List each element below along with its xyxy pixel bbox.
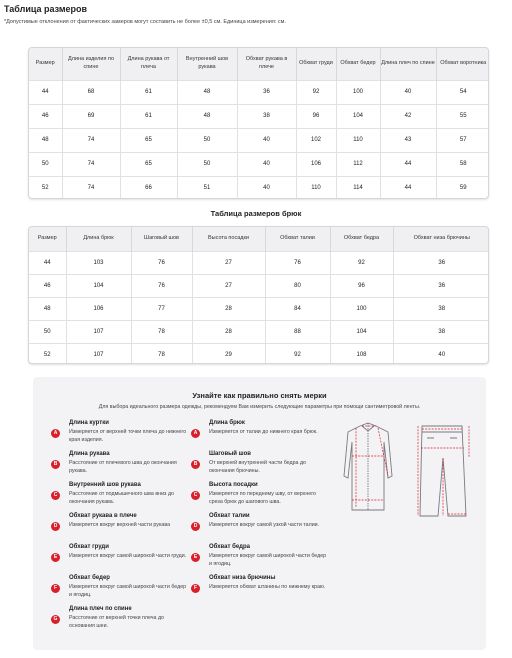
- table-cell: 96: [330, 274, 393, 297]
- table-cell: 76: [131, 251, 192, 274]
- jacket-size-table: [28, 47, 489, 199]
- pants-measure-lines: [418, 426, 469, 516]
- guide-item-name: Длина плеч по спине: [69, 606, 132, 612]
- pants-table-title: Таблица размеров брюк: [210, 209, 302, 218]
- guide-item-desc: Измеряется вокруг верхней части рукава: [69, 522, 171, 528]
- table-cell: 51: [177, 176, 237, 199]
- table-row: [29, 80, 489, 104]
- guide-item-desc: Измеряется от верхней точки плеча до нижнего края изделия.: [69, 429, 187, 443]
- guide-item-name: Обхват бедра: [209, 544, 250, 550]
- guide-item-desc: Измеряется вокруг самой широкой части груди.: [69, 553, 187, 559]
- table-cell: 92: [265, 343, 330, 364]
- guide-item-name: Внутренний шов рукава: [69, 482, 141, 488]
- table-cell: 27: [192, 274, 265, 297]
- table-row: [29, 251, 489, 274]
- table-cell: 77: [131, 297, 192, 320]
- table-cell: 110: [336, 128, 380, 152]
- guide-item-name: Длина куртки: [69, 420, 109, 426]
- table-cell: 80: [265, 274, 330, 297]
- jacket-table-body: [29, 80, 489, 199]
- badge-icon: E: [191, 553, 200, 562]
- table-cell: 36: [237, 80, 296, 104]
- table-cell: 61: [120, 80, 177, 104]
- table-cell: 92: [296, 80, 336, 104]
- table-row: [29, 343, 489, 364]
- table-cell: 112: [336, 152, 380, 176]
- badge-icon: A: [51, 429, 60, 438]
- jacket-header-row: [29, 48, 489, 80]
- table-cell: 96: [296, 104, 336, 128]
- badge-icon: G: [51, 615, 60, 624]
- table-cell: 42: [380, 104, 436, 128]
- table-cell: 88: [265, 320, 330, 343]
- column-header: Обхват груди: [296, 48, 336, 80]
- badge-icon: F: [51, 584, 60, 593]
- table-cell: 50: [29, 320, 66, 343]
- column-header: Обхват воротника: [436, 48, 489, 80]
- badge-icon: B: [51, 460, 60, 469]
- table-cell: 40: [237, 128, 296, 152]
- column-header: Обхват низа брючины: [393, 227, 489, 251]
- guide-item-desc: Расстояние от подмышечного шва вниз до окончания рукава.: [69, 491, 174, 505]
- guide-item-name: Обхват низа брючины: [209, 575, 276, 581]
- table-cell: 38: [393, 320, 489, 343]
- jacket-outline-icon: [344, 423, 392, 510]
- table-cell: 69: [62, 104, 120, 128]
- table-cell: 78: [131, 320, 192, 343]
- table-cell: 66: [120, 176, 177, 199]
- badge-icon: E: [51, 553, 60, 562]
- table-cell: 44: [380, 152, 436, 176]
- badge-icon: A: [191, 429, 200, 438]
- table-cell: 108: [330, 343, 393, 364]
- table-cell: 50: [177, 152, 237, 176]
- column-header: Обхват бедер: [336, 48, 380, 80]
- table-cell: 28: [192, 320, 265, 343]
- table-cell: 57: [436, 128, 489, 152]
- column-header: Внутренний шов рукава: [177, 48, 237, 80]
- badge-icon: D: [51, 522, 60, 531]
- table-cell: 38: [393, 297, 489, 320]
- table-cell: 55: [436, 104, 489, 128]
- badge-icon: C: [191, 491, 200, 500]
- badge-icon: C: [51, 491, 60, 500]
- guide-item-name: Шаговый шов: [209, 451, 251, 457]
- guide-item-desc: Измеряется вокруг самой узкой части талии.: [209, 522, 320, 528]
- table-cell: 68: [62, 80, 120, 104]
- table-cell: 107: [66, 320, 131, 343]
- table-cell: 48: [177, 80, 237, 104]
- table-cell: 76: [131, 274, 192, 297]
- column-header: Обхват рукава в плече: [237, 48, 296, 80]
- pants-header-row: [29, 227, 489, 251]
- table-cell: 29: [192, 343, 265, 364]
- table-cell: 48: [29, 128, 62, 152]
- table-row: [29, 297, 489, 320]
- table-cell: 40: [380, 80, 436, 104]
- table-cell: 110: [296, 176, 336, 199]
- table-cell: 103: [66, 251, 131, 274]
- table-cell: 92: [330, 251, 393, 274]
- table-row: [29, 320, 489, 343]
- table-cell: 74: [62, 128, 120, 152]
- table-cell: 38: [237, 104, 296, 128]
- guide-item-desc: Измеряется обхват штанины по нижнему краю.: [209, 584, 326, 590]
- column-header: Размер: [29, 227, 66, 251]
- pants-table-body: [29, 251, 489, 364]
- guide-item-name: Обхват рукава в плече: [69, 513, 137, 519]
- table-cell: 43: [380, 128, 436, 152]
- page-title: Таблица размеров: [4, 4, 88, 14]
- guide-item-name: Обхват талии: [209, 513, 250, 519]
- garment-diagram: [322, 418, 482, 528]
- column-header: Высота посадки: [192, 227, 265, 251]
- guide-item-name: Длина рукава: [69, 451, 110, 457]
- pants-size-table: [28, 226, 489, 364]
- table-cell: 59: [436, 176, 489, 199]
- column-header: Длина плеч по спине: [380, 48, 436, 80]
- table-cell: 40: [237, 152, 296, 176]
- measurement-guide-panel: [33, 377, 486, 650]
- table-cell: 40: [237, 176, 296, 199]
- badge-icon: D: [191, 522, 200, 531]
- guide-item-desc: Измеряется от талии до нижнего края брюк.: [209, 429, 318, 435]
- guide-item-desc: Измеряется вокруг самой широкой части бедер и ягодиц.: [209, 553, 327, 567]
- table-cell: 61: [120, 104, 177, 128]
- table-cell: 36: [393, 251, 489, 274]
- table-cell: 48: [177, 104, 237, 128]
- table-cell: 102: [296, 128, 336, 152]
- table-cell: 28: [192, 297, 265, 320]
- table-cell: 106: [66, 297, 131, 320]
- table-cell: 52: [29, 176, 62, 199]
- table-cell: 74: [62, 152, 120, 176]
- guide-item-desc: Расстояние от верхней точки плеча до основания шеи.: [69, 615, 164, 629]
- table-cell: 44: [29, 80, 62, 104]
- table-row: [29, 104, 489, 128]
- table-cell: 27: [192, 251, 265, 274]
- table-cell: 65: [120, 128, 177, 152]
- guide-item-desc: Измеряется вокруг самой широкой части бедер и ягодиц.: [69, 584, 187, 598]
- table-cell: 65: [120, 152, 177, 176]
- table-cell: 50: [29, 152, 62, 176]
- column-header: Размер: [29, 48, 62, 80]
- column-header: Длина брюк: [66, 227, 131, 251]
- guide-item-name: Высота посадки: [209, 482, 258, 488]
- jacket-measure-lines: [352, 426, 388, 508]
- table-row: [29, 128, 489, 152]
- table-cell: 78: [131, 343, 192, 364]
- guide-item-name: Длина брюк: [209, 420, 245, 426]
- table-cell: 104: [66, 274, 131, 297]
- table-cell: 100: [336, 80, 380, 104]
- table-cell: 50: [177, 128, 237, 152]
- table-row: [29, 152, 489, 176]
- guide-item-name: Обхват бедер: [69, 575, 110, 581]
- guide-item-desc: От верхней внутренней части бедра до окончания брючины.: [209, 460, 306, 474]
- table-cell: 114: [336, 176, 380, 199]
- guide-item-desc: Измеряется по переднему шву, от верхнего среза брюк до шагового шва.: [209, 491, 316, 505]
- badge-icon: F: [191, 584, 200, 593]
- table-cell: 44: [380, 176, 436, 199]
- table-cell: 104: [336, 104, 380, 128]
- measurement-note: *Допустимые отклонения от фактических замеров могут составить не более ±0,5 см. Единица измерения: см.: [4, 19, 286, 25]
- table-cell: 46: [29, 104, 62, 128]
- column-header: Длина изделия по спине: [62, 48, 120, 80]
- table-cell: 100: [330, 297, 393, 320]
- column-header: Длина рукава от плеча: [120, 48, 177, 80]
- table-cell: 74: [62, 176, 120, 199]
- table-cell: 46: [29, 274, 66, 297]
- column-header: Обхват талии: [265, 227, 330, 251]
- guide-subtitle: Для выбора идеального размера одежды, рекомендуем Вам измерить следующие параметры при помощи сантиметровой ленты.: [98, 404, 421, 410]
- table-cell: 44: [29, 251, 66, 274]
- table-cell: 106: [296, 152, 336, 176]
- column-header: Обхват бедра: [330, 227, 393, 251]
- table-cell: 36: [393, 274, 489, 297]
- table-cell: 58: [436, 152, 489, 176]
- table-cell: 76: [265, 251, 330, 274]
- guide-item-name: Обхват груди: [69, 544, 109, 550]
- guide-title: Узнайте как правильно снять мерки: [192, 391, 327, 400]
- badge-icon: B: [191, 460, 200, 469]
- table-cell: 54: [436, 80, 489, 104]
- column-header: Шаговый шов: [131, 227, 192, 251]
- table-row: [29, 274, 489, 297]
- table-cell: 48: [29, 297, 66, 320]
- table-row: [29, 176, 489, 199]
- guide-item-desc: Расстояние от плечевого шва до окончания рукава.: [69, 460, 177, 474]
- table-cell: 84: [265, 297, 330, 320]
- table-cell: 107: [66, 343, 131, 364]
- table-cell: 52: [29, 343, 66, 364]
- table-cell: 40: [393, 343, 489, 364]
- table-cell: 104: [330, 320, 393, 343]
